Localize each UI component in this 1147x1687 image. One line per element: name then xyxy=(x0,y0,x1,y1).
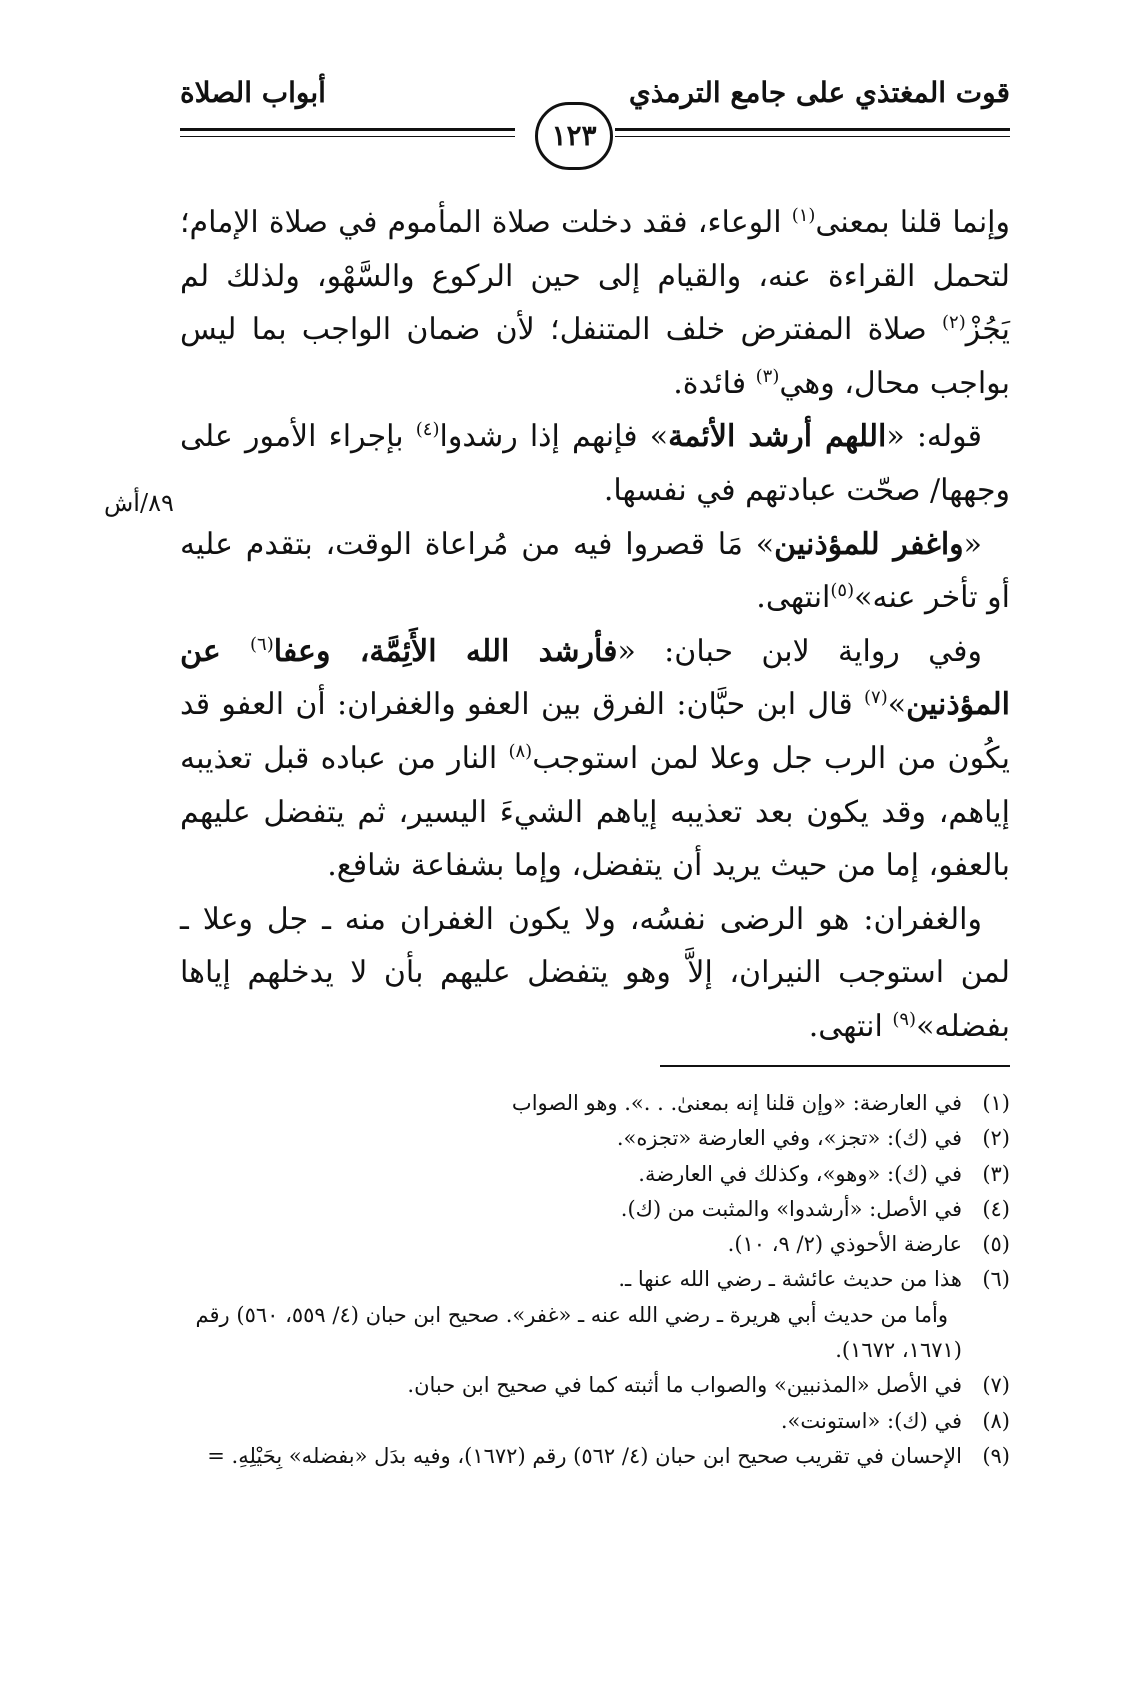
footnote-text: في (ك): «وهو»، وكذلك في العارضة. xyxy=(638,1161,962,1186)
footnote-2 xyxy=(180,1121,1010,1156)
footnote-text: في (ك): «استونت». xyxy=(780,1408,962,1433)
margin-note: ٨٩/أش xyxy=(104,489,174,517)
footnote-4 xyxy=(180,1192,1010,1227)
bold-quote: اللهم أرشد الأئمة xyxy=(668,419,887,455)
footnote-ref: (٣) xyxy=(755,365,780,387)
footnote-9 xyxy=(180,1439,1010,1474)
footnote-number: (٦) xyxy=(982,1267,1010,1292)
footnote-text: في الأصل: «أرشدوا» والمثبت من (ك). xyxy=(620,1196,962,1221)
main-text xyxy=(180,196,1010,1054)
text-run: النار من عباده قبل تعذيبه إياهم، وقد يكون بعد تعذيبه إياهم الشيءَ اليسير، ثم يتفضل عليهم بالعفو، إما من حيث يريد أن يتفضل، وإما بشفاعة شافع. xyxy=(180,740,1010,884)
footnote-7 xyxy=(180,1368,1010,1403)
text-run: فائدة. xyxy=(673,365,756,401)
footnote-separator xyxy=(660,1065,1010,1067)
footnote-text: الإحسان في تقريب صحيح ابن حبان (٤/ ٥٦٢) رقم (١٦٧٢)، وفيه بدَل «بفضله» بِحَيْلِهِ. = xyxy=(207,1443,962,1468)
footnote-ref: (٥) xyxy=(830,580,855,602)
footnote-text: هذا من حديث عائشة ـ رضي الله عنها ـ. xyxy=(618,1267,962,1292)
paragraph-3 xyxy=(180,518,1010,625)
footnote-ref: (٨) xyxy=(508,740,533,762)
footnote-text: في العارضة: «وإن قلنا إنه بمعنىٰ. . .». وهو الصواب xyxy=(511,1091,962,1115)
footnote-ref: (٧) xyxy=(863,687,888,709)
footnote-number: (٢) xyxy=(982,1126,1010,1151)
header-rule-left-thin xyxy=(180,136,515,137)
section-title: أبواب الصلاة xyxy=(180,76,326,109)
text-run: صلاة المفترض خلف المتنفل؛ لأن ضمان الواجب بما ليس بواجب محال، وهي xyxy=(180,312,1010,401)
footnotes xyxy=(180,1086,1010,1474)
paragraph-2 xyxy=(180,410,1010,517)
footnote-ref: (٩) xyxy=(892,1008,917,1030)
bold-quote: عن المؤذنين xyxy=(180,633,1010,723)
footnote-number: (٤) xyxy=(982,1196,1010,1221)
header-rule-right xyxy=(615,128,1010,131)
text-run: انتهى. xyxy=(756,580,831,616)
footnote-1 xyxy=(180,1086,1010,1121)
footnote-number: (٧) xyxy=(982,1373,1010,1398)
footnote-ref: (٦) xyxy=(250,633,274,655)
text-run: الوعاء، فقد دخلت صلاة المأموم في صلاة الإمام؛ لتحمل القراءة عنه، والقيام إلى حين الركوع والسَّهْو، ولذلك لم يَجُزْ xyxy=(180,205,1010,348)
text-run: » مَا قصروا فيه من مُراعاة الوقت، بتقدم عليه أو تأخر عنه» xyxy=(180,526,1010,616)
text-run: قوله: « xyxy=(886,419,982,455)
text-run: » فإنهم إذا رشدوا xyxy=(439,419,669,455)
text-run: بإجراء الأمور على وجهها/ صحّت عبادتهم في نفسها. xyxy=(180,419,1010,508)
footnote-text: في الأصل «المذنبين» والصواب ما أثبته كما في صحيح ابن حبان. xyxy=(407,1373,962,1398)
footnote-number: (١) xyxy=(982,1091,1010,1115)
footnote-text: في (ك): «تجز»، وفي العارضة «تجزه». xyxy=(616,1126,962,1151)
footnote-text: عارضة الأحوذي (٢/ ٩، ١٠). xyxy=(727,1232,962,1257)
footnote-number: (٩) xyxy=(982,1443,1010,1468)
page-header xyxy=(180,76,1010,166)
footnote-3 xyxy=(180,1157,1010,1192)
bold-quote: فأرشد الله الأَئِمَّة، وعفا xyxy=(273,633,618,669)
text-run: وفي رواية لابن حبان: « xyxy=(617,633,982,669)
bold-quote: واغفر للمؤذنين xyxy=(774,526,964,562)
footnote-number: (٣) xyxy=(982,1161,1010,1186)
footnote-8 xyxy=(180,1404,1010,1439)
footnote-6-continuation xyxy=(180,1298,1010,1369)
footnote-ref: (٤) xyxy=(415,419,440,441)
text-run: وإنما قلنا بمعنى xyxy=(815,205,1010,240)
footnote-ref: (٢) xyxy=(941,312,966,334)
text-run: انتهى. xyxy=(808,1008,893,1044)
paragraph-1 xyxy=(180,196,1010,410)
header-rule-right-thin xyxy=(615,136,1010,137)
text-run: والغفران: هو الرضى نفسُه، ولا يكون الغفران منه ـ جل وعلا ـ لمن استوجب النيران، إلاَّ وهو يتفضل عليهم بأن لا يدخلهم إياها بفضله» xyxy=(180,901,1010,1044)
page-number: ١٢٣ xyxy=(535,102,613,170)
text-run: » xyxy=(887,687,907,723)
footnote-ref: (١) xyxy=(791,205,816,226)
footnote-number: (٨) xyxy=(982,1408,1010,1433)
header-rule-left xyxy=(180,128,515,131)
footnote-number: (٥) xyxy=(982,1232,1010,1257)
text-run: « xyxy=(963,526,982,562)
footnote-5 xyxy=(180,1227,1010,1262)
paragraph-4 xyxy=(180,625,1010,893)
book-title: قوت المغتذي على جامع الترمذي xyxy=(628,76,1010,109)
footnote-6 xyxy=(180,1262,1010,1297)
paragraph-5 xyxy=(180,893,1010,1054)
footnote-text: وأما من حديث أبي هريرة ـ رضي الله عنه ـ «غفر». صحيح ابن حبان (٤/ ٥٥٩، ٥٦٠) رقم (١٦٧١، ١٦٧٢). xyxy=(195,1302,962,1363)
text-run: قال ابن حبَّان: الفرق بين العفو والغفران: أن العفو قد يكُون من الرب جل وعلا لمن استوجب xyxy=(180,687,1010,776)
